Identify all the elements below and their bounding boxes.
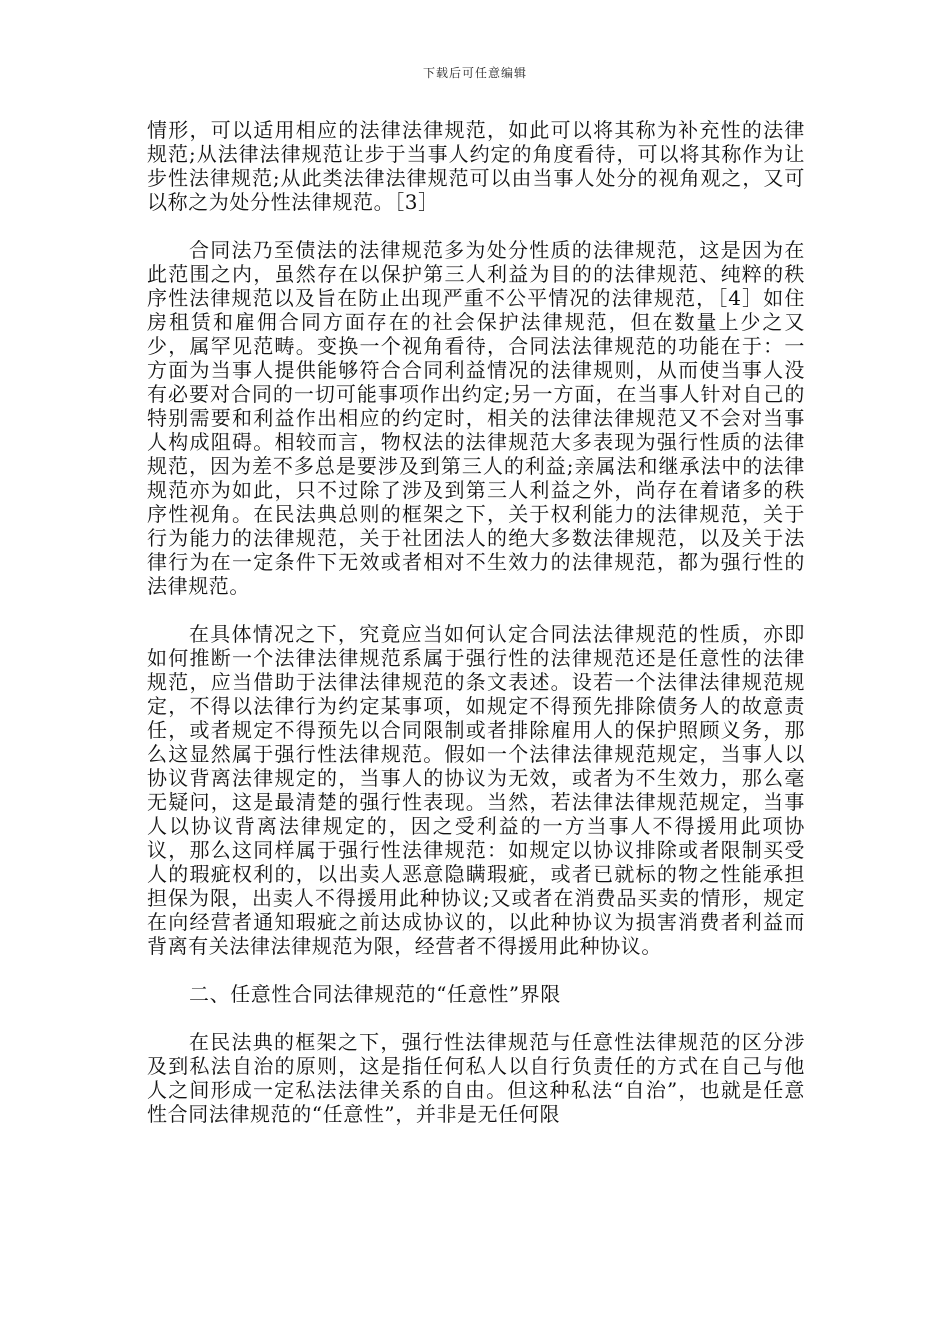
paragraph-determining-nature: 在具体情况之下，究竟应当如何认定合同法法律规范的性质，亦即如何推断一个法律法律规范系属于强行性的法律规范还是任意性的法律规范，应当借助于法律法律规范的条文表述。设若一个法律法律规范规定，不得以法律行为约定某事项，如规定不得预先排除债务人的故意责任，或者规定不得预先以合同限制或者排除雇用人的保护照顾义务，那么这显然属于强行性法律规范。假如一个法律法律规范规定，当事人以协议背离法律规定的，当事人的协议为无效，或者为不生效力，那么毫无疑问，这是最清楚的强行性表现。当然，若法律法律规范规定，当事人以协议背离法律规定的，因之受利益的一方当事人不得援用此项协议，那么这同样属于强行性法律规范：如规定以协议排除或者限制买受人的瑕疵权利的，以出卖人恶意隐瞒瑕疵，或者已就标的物之性能承担担保为限，出卖人不得援用此种协议;又或者在消费品买卖的情形，规定在向经营者通知瑕疵之前达成协议的，以此种协议为损害消费者利益而背离有关法律法律规范为限，经营者不得援用此种协议。 xyxy=(147,622,805,958)
document-body xyxy=(147,118,805,1126)
paragraph-private-autonomy: 在民法典的框架之下，强行性法律规范与任意性法律规范的区分涉及到私法自治的原则，这是指任何私人以自行负责任的方式在自己与他人之间形成一定私法法律关系的自由。但这种私法“自治”，也就是任意性合同法律规范的“任意性”，并非是无任何限 xyxy=(147,1030,805,1126)
paragraph-gap xyxy=(147,1006,805,1030)
page-header: 下载后可任意编辑 xyxy=(422,66,527,80)
paragraph-gap xyxy=(147,598,805,622)
section-heading: 二、任意性合同法律规范的“任意性”界限 xyxy=(189,982,561,1006)
paragraph-contract-law-norms: 合同法乃至债法的法律规范多为处分性质的法律规范，这是因为在此范围之内，虽然存在以保护第三人利益为目的的法律规范、纯粹的秩序性法律规范以及旨在防止出现严重不公平情况的法律规范，［4］如住房租赁和雇佣合同方面存在的社会保护法律规范，但在数量上少之又少，属罕见范畴。变换一个视角看待，合同法法律规范的功能在于：一方面为当事人提供能够符合合同利益情况的法律规则，从而使当事人没有必要对合同的一切可能事项作出约定;另一方面，在当事人针对自己的特别需要和利益作出相应的约定时，相关的法律法律规范又不会对当事人构成阻碍。相较而言，物权法的法律规范大多表现为强行性质的法律规范，因为差不多总是要涉及到第三人的利益;亲属法和继承法中的法律规范亦为如此，只不过除了涉及到第三人利益之外，尚存在着诸多的秩序性视角。在民法典总则的框架之下，关于权利能力的法律规范，关于行为能力的法律规范，关于社团法人的绝大多数法律规范，以及关于法律行为在一定条件下无效或者相对不生效力的法律规范，都为强行性的法律规范。 xyxy=(147,238,805,598)
paragraph-continuation: 情形，可以适用相应的法律法律规范，如此可以将其称为补充性的法律规范;从法律法律规范让步于当事人约定的角度看待，可以将其称作为让步性法律规范;从此类法律法律规范可以由当事人处分的视角观之，又可以称之为处分性法律规范。［3］ xyxy=(147,118,805,214)
paragraph-gap xyxy=(147,958,805,982)
paragraph-gap xyxy=(147,214,805,238)
